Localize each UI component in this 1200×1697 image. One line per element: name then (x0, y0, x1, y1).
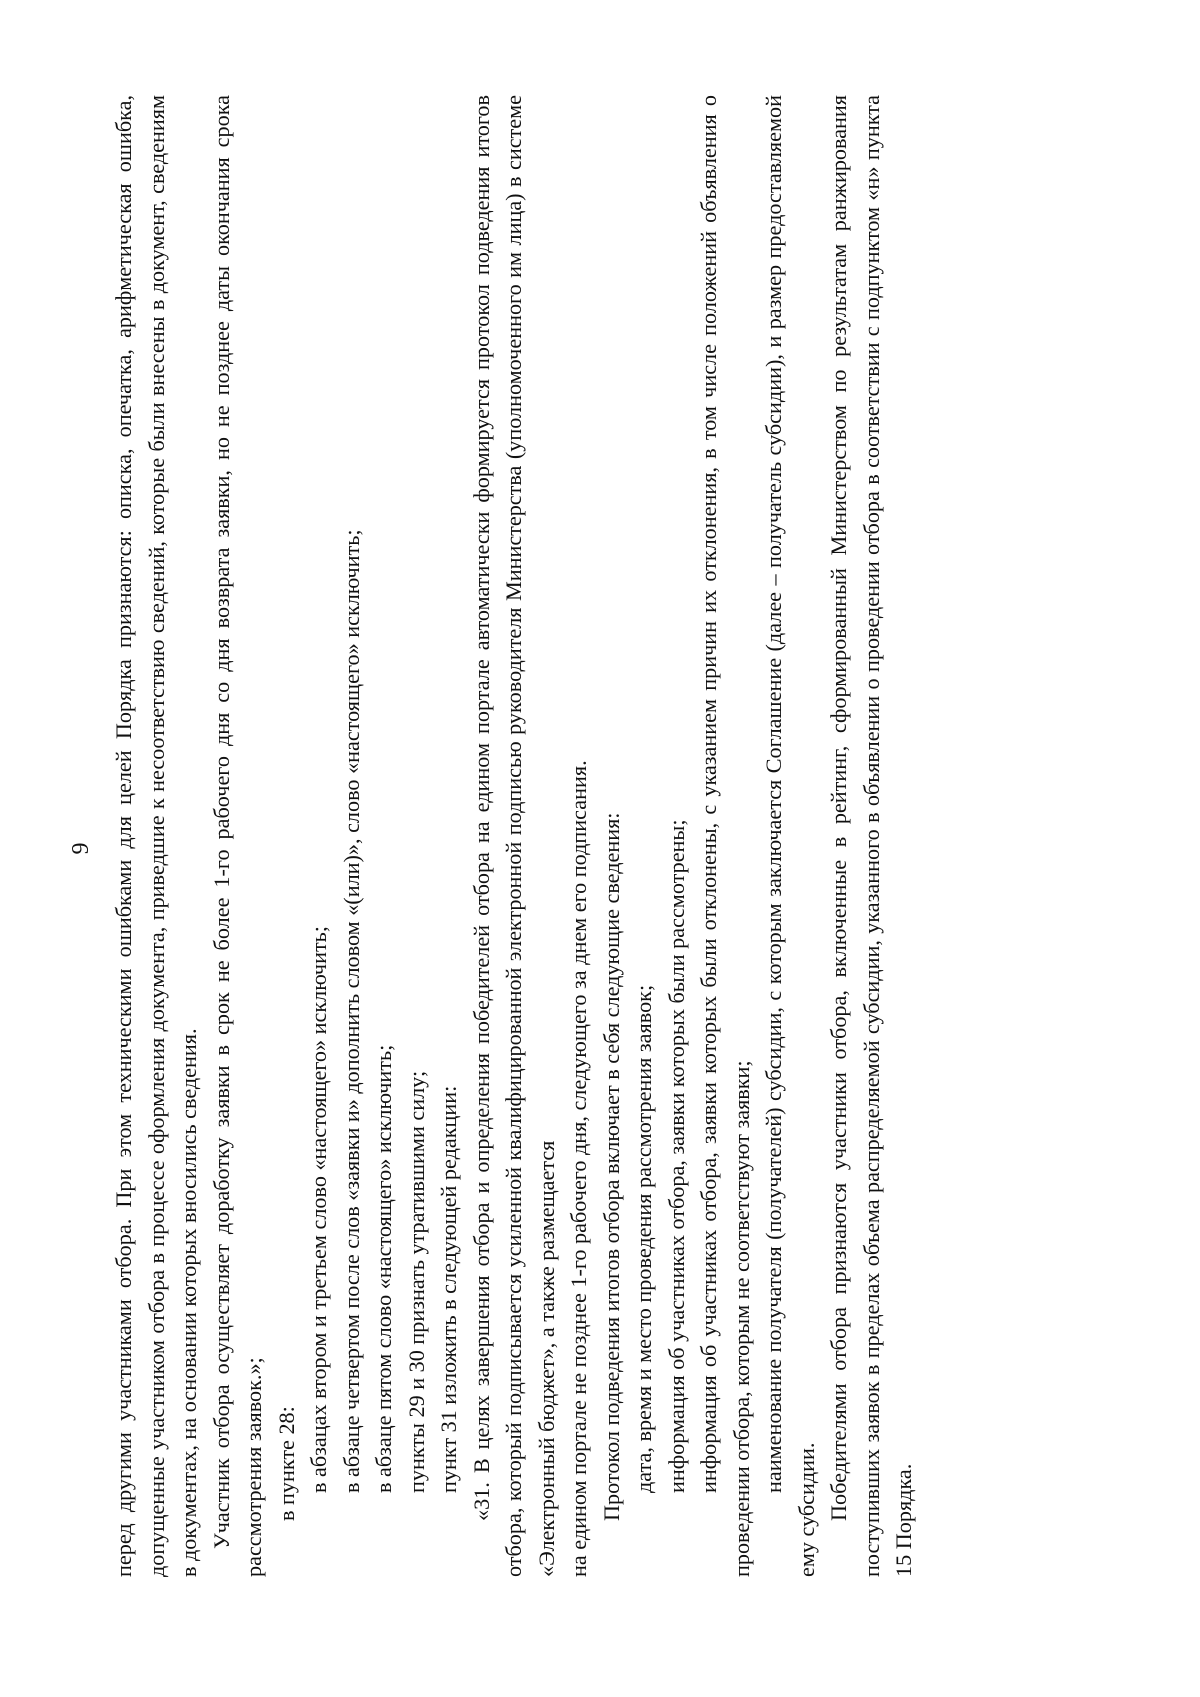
paragraph: информация об участниках отбора, заявки которых были рассмотрены; (663, 819, 689, 1493)
paragraph: Протокол подведения итогов отбора включает в себя следующие сведения: (598, 812, 624, 1521)
paragraph: пункт 31 изложить в следующей редакции: (436, 1085, 461, 1493)
paragraph: информация об участниках отбора, заявки которых были отклонены, с указанием причин их отклонения, в том числе положений объявления о проведении отбора, которым не соответствуют заявки; (696, 95, 754, 1577)
paragraph: «31. В целях завершения отбора и определения победителей отбора на едином портале автоматически формируется протокол подведения итогов отбора, который подписывается усиленной квалифицированной электронной подписью руководителя Министерства (уполномоченного им лица) в системе «Электронный бюджет», а также размещается (468, 95, 559, 1577)
paragraph: в абзацах втором и третьем слово «настоящего» исключить; (306, 926, 331, 1493)
paragraph: в пункте 28: (273, 1406, 299, 1521)
page-number: 9 (68, 842, 94, 855)
paragraph: Победителями отбора признаются участники отбора, включенные в рейтинг, сформированный Министерством по результатам ранжирования поступивших заявок в пределах объема распределяемой субсидии, указанного в объявлении о проведении отбора в соответствии с подпунктом «н» пункта 15 Порядка. (826, 95, 916, 1577)
paragraph: пункты 29 и 30 признать утратившими силу; (403, 1070, 429, 1493)
paragraph: в абзаце четвертом после слов «заявки и» дополнить словом «(или)», слово «настоящего» исключить; (338, 529, 364, 1493)
document-body (108, 95, 921, 1577)
paragraph: дата, время и место проведения рассмотрения заявок; (631, 984, 656, 1493)
paragraph: наименование получателя (получателей) субсидии, с которым заключается Соглашение (далее – получатель субсидии), и размер предоставляемой ему субсидии. (761, 95, 819, 1577)
paragraph: перед другими участниками отбора. При этом техническими ошибками для целей Порядка признаются: описка, опечатка, арифметическая ошибка, допущенные участником отбора в процессе оформления документа, приведшие к несоответствию сведений, которые были внесены в документ, сведениям в документах, на основании которых вносились сведения. (111, 95, 201, 1577)
paragraph: на едином портале не позднее 1-го рабочего дня, следующего за днем его подписания. (566, 760, 591, 1577)
paragraph: Участник отбора осуществляет доработку заявки в срок не более 1-го рабочего дня со дня возврата заявки, но не позднее даты окончания срока рассмотрения заявок.»; (208, 95, 266, 1577)
paragraph: в абзаце пятом слово «настоящего» исключить; (371, 1044, 396, 1493)
